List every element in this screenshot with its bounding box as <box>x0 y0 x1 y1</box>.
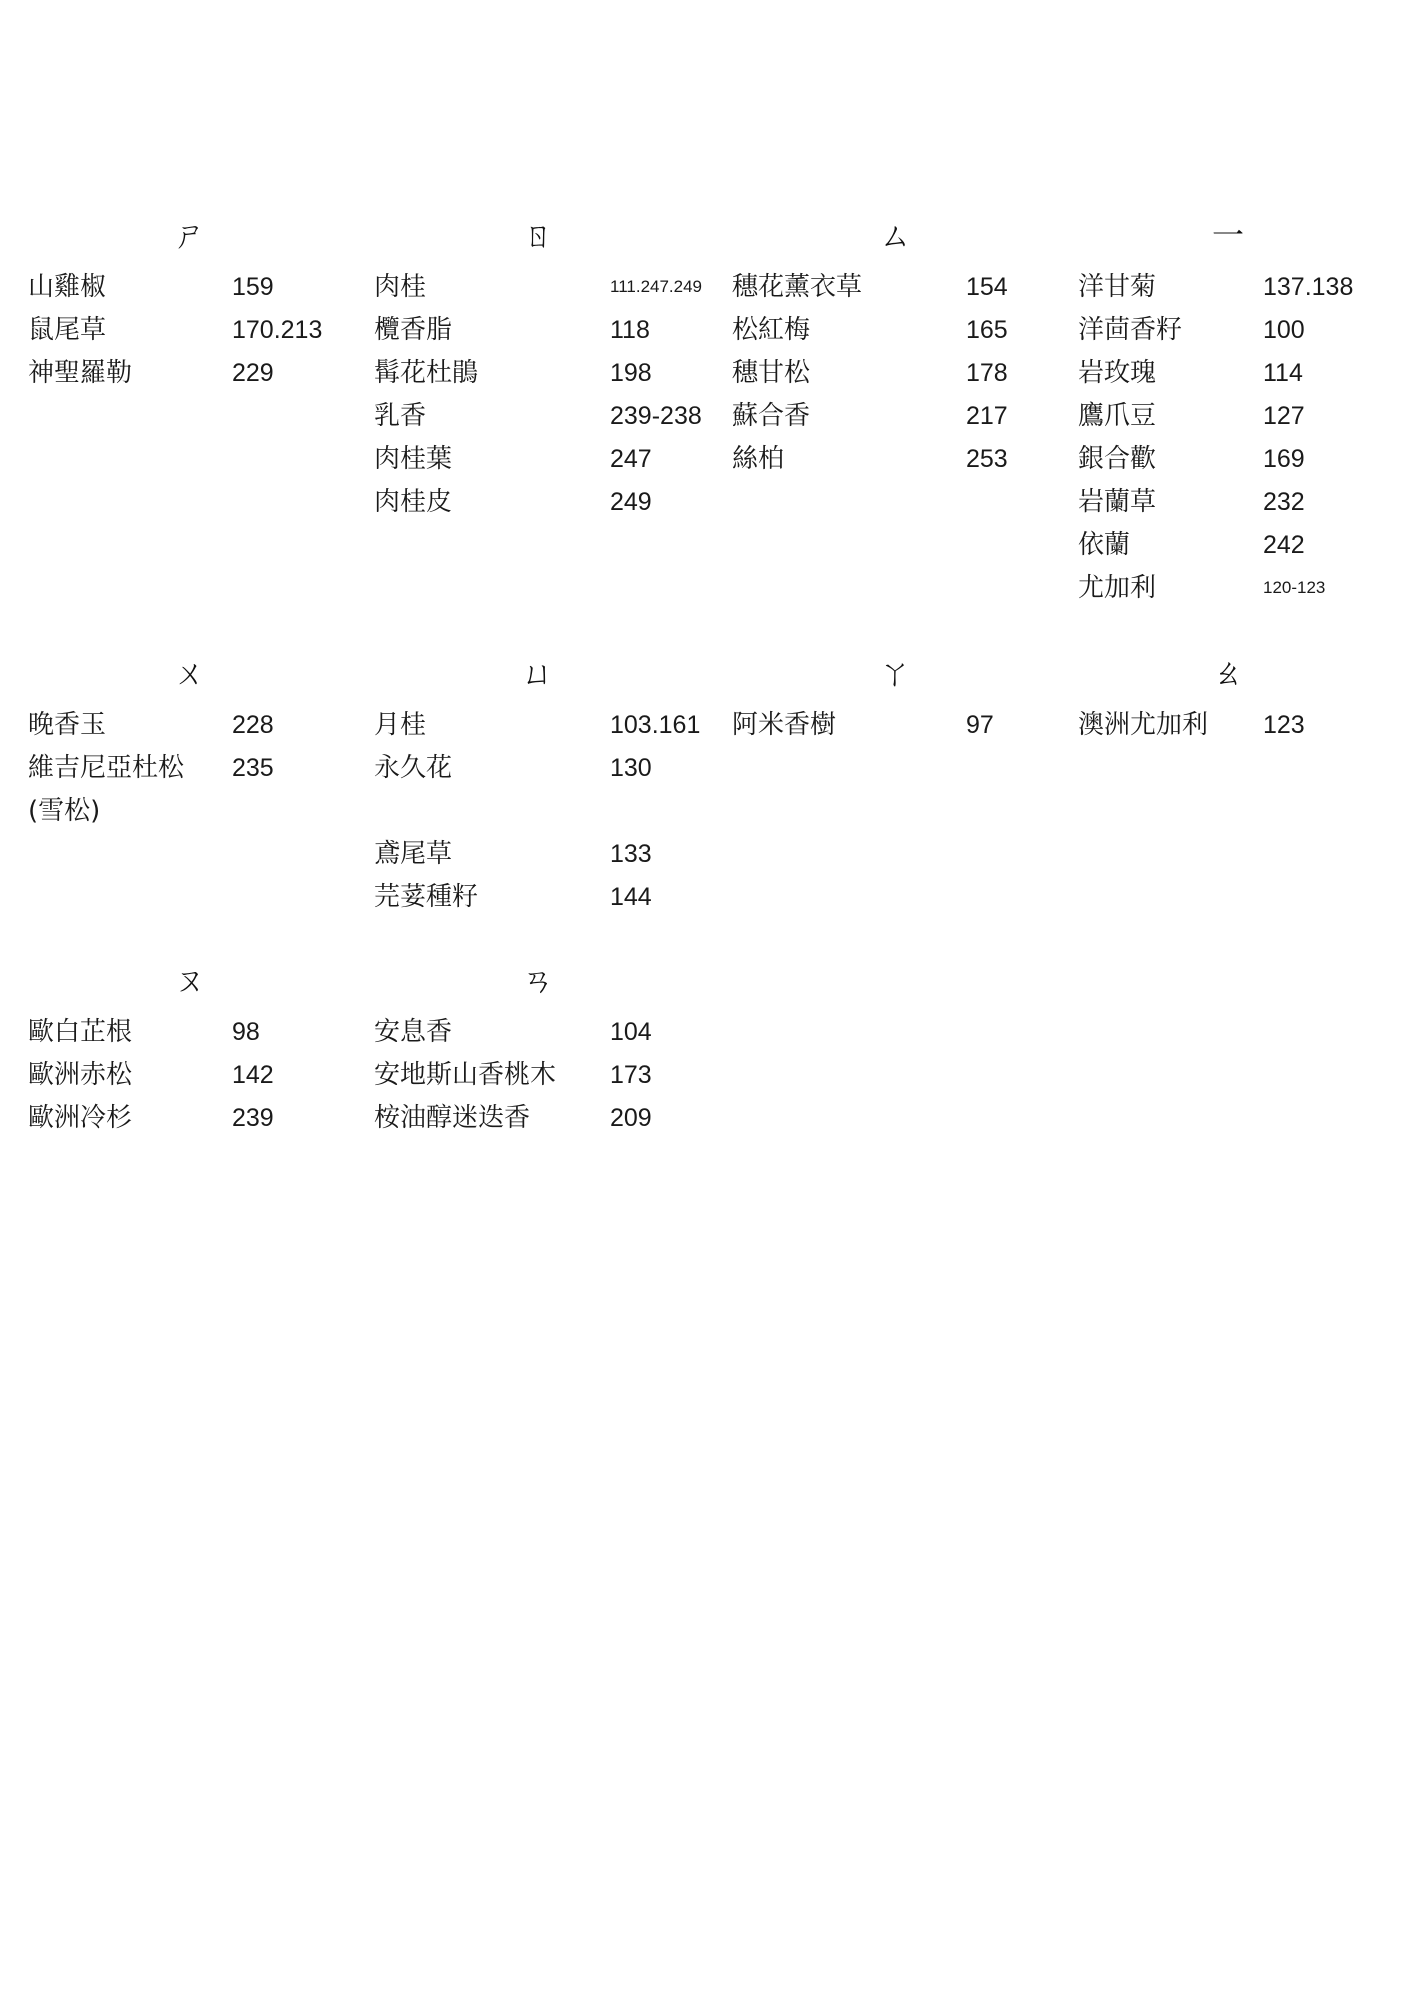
index-entry: 絲柏 <box>732 444 785 474</box>
page-number: 173 <box>610 1061 652 1089</box>
index-entry: 髯花杜鵑 <box>374 358 479 388</box>
index-entry: 岩玫瑰 <box>1078 358 1157 388</box>
index-entry: 肉桂葉 <box>374 444 453 474</box>
index-entry: 安息香 <box>374 1017 453 1047</box>
index-entry: 銀合歡 <box>1078 444 1157 474</box>
page-number: 130 <box>610 754 652 782</box>
page-number: 239 <box>232 1104 274 1132</box>
page-number: 165 <box>966 316 1008 344</box>
page-number: 235 <box>232 754 274 782</box>
index-entry: 肉桂 <box>374 272 427 302</box>
section-header-u: ㄨ <box>173 654 206 692</box>
section-header-sh: ㄕ <box>173 216 206 254</box>
page-number: 103.161 <box>610 711 701 739</box>
page-number: 198 <box>610 359 652 387</box>
page-number: 178 <box>966 359 1008 387</box>
page-number: 154 <box>966 273 1008 301</box>
index-entry: 歐洲冷杉 <box>28 1103 133 1133</box>
page-number: 127 <box>1263 402 1305 430</box>
page-number: 123 <box>1263 711 1305 739</box>
page-number: 228 <box>232 711 274 739</box>
index-entry: 晚香玉 <box>28 710 107 740</box>
page-number: 111.247.249 <box>610 277 703 296</box>
section-header-ou: ㄡ <box>173 961 206 999</box>
section-header-ao: ㄠ <box>1211 654 1244 692</box>
index-entry: 鼠尾草 <box>28 315 107 345</box>
index-entry: 芫荽種籽 <box>374 882 479 912</box>
index-entry: 尤加利 <box>1078 573 1157 603</box>
section-header-s: ㄙ <box>878 216 911 254</box>
section-header-a: ㄚ <box>878 654 911 692</box>
index-entry: 洋茴香籽 <box>1078 315 1183 345</box>
page-number: 232 <box>1263 488 1305 516</box>
page-number: 120-123 <box>1263 578 1326 597</box>
page-number: 114 <box>1263 359 1303 387</box>
index-entry: 維吉尼亞杜松 <box>28 753 185 783</box>
page-number: 170.213 <box>232 316 323 344</box>
page-number: 217 <box>966 402 1008 430</box>
page-number: 247 <box>610 445 652 473</box>
page-number: 159 <box>232 273 274 301</box>
page-number: 137.138 <box>1263 273 1354 301</box>
section-header-r: ㄖ <box>521 216 554 254</box>
index-entry: 欖香脂 <box>374 315 453 345</box>
index-entry: 肉桂皮 <box>374 487 453 517</box>
index-entry: 永久花 <box>374 753 453 783</box>
index-entry: 岩蘭草 <box>1078 487 1157 517</box>
page-number: 104 <box>610 1018 652 1046</box>
index-entry: 穗甘松 <box>732 358 811 388</box>
index-entry: 鳶尾草 <box>374 839 453 869</box>
index-entry: 依蘭 <box>1078 530 1131 560</box>
index-entry: 歐洲赤松 <box>28 1060 133 1090</box>
page-number: 249 <box>610 488 652 516</box>
section-header-i: 一 <box>1211 216 1244 254</box>
page-number: 169 <box>1263 445 1305 473</box>
page-number: 142 <box>232 1061 274 1089</box>
page-number: 100 <box>1263 316 1305 344</box>
index-entry: 桉油醇迷迭香 <box>374 1103 531 1133</box>
section-header-an: ㄢ <box>521 961 554 999</box>
index-entry: 鷹爪豆 <box>1078 401 1157 431</box>
page-number: 133 <box>610 840 652 868</box>
index-entry: 洋甘菊 <box>1078 272 1157 302</box>
index-entry: 安地斯山香桃木 <box>374 1060 557 1090</box>
index-entry-continuation: (雪松) <box>28 796 101 826</box>
page-number: 229 <box>232 359 274 387</box>
index-entry: 阿米香樹 <box>732 710 837 740</box>
page-number: 118 <box>610 316 650 344</box>
page-number: 242 <box>1263 531 1305 559</box>
index-entry: 乳香 <box>374 401 427 431</box>
page-number: 253 <box>966 445 1008 473</box>
index-entry: 澳洲尤加利 <box>1078 710 1209 740</box>
page-number: 98 <box>232 1018 260 1046</box>
page-number: 97 <box>966 711 994 739</box>
section-header-yu: ㄩ <box>521 654 554 692</box>
index-entry: 蘇合香 <box>732 401 811 431</box>
page-number: 144 <box>610 883 652 911</box>
index-entry: 穗花薰衣草 <box>732 272 863 302</box>
index-entry: 山雞椒 <box>28 272 107 302</box>
index-entry: 松紅梅 <box>732 315 811 345</box>
page-number: 239-238 <box>610 402 702 430</box>
index-entry: 神聖羅勒 <box>28 358 133 388</box>
page-number: 209 <box>610 1104 652 1132</box>
index-entry: 月桂 <box>374 710 427 740</box>
index-entry: 歐白芷根 <box>28 1017 133 1047</box>
